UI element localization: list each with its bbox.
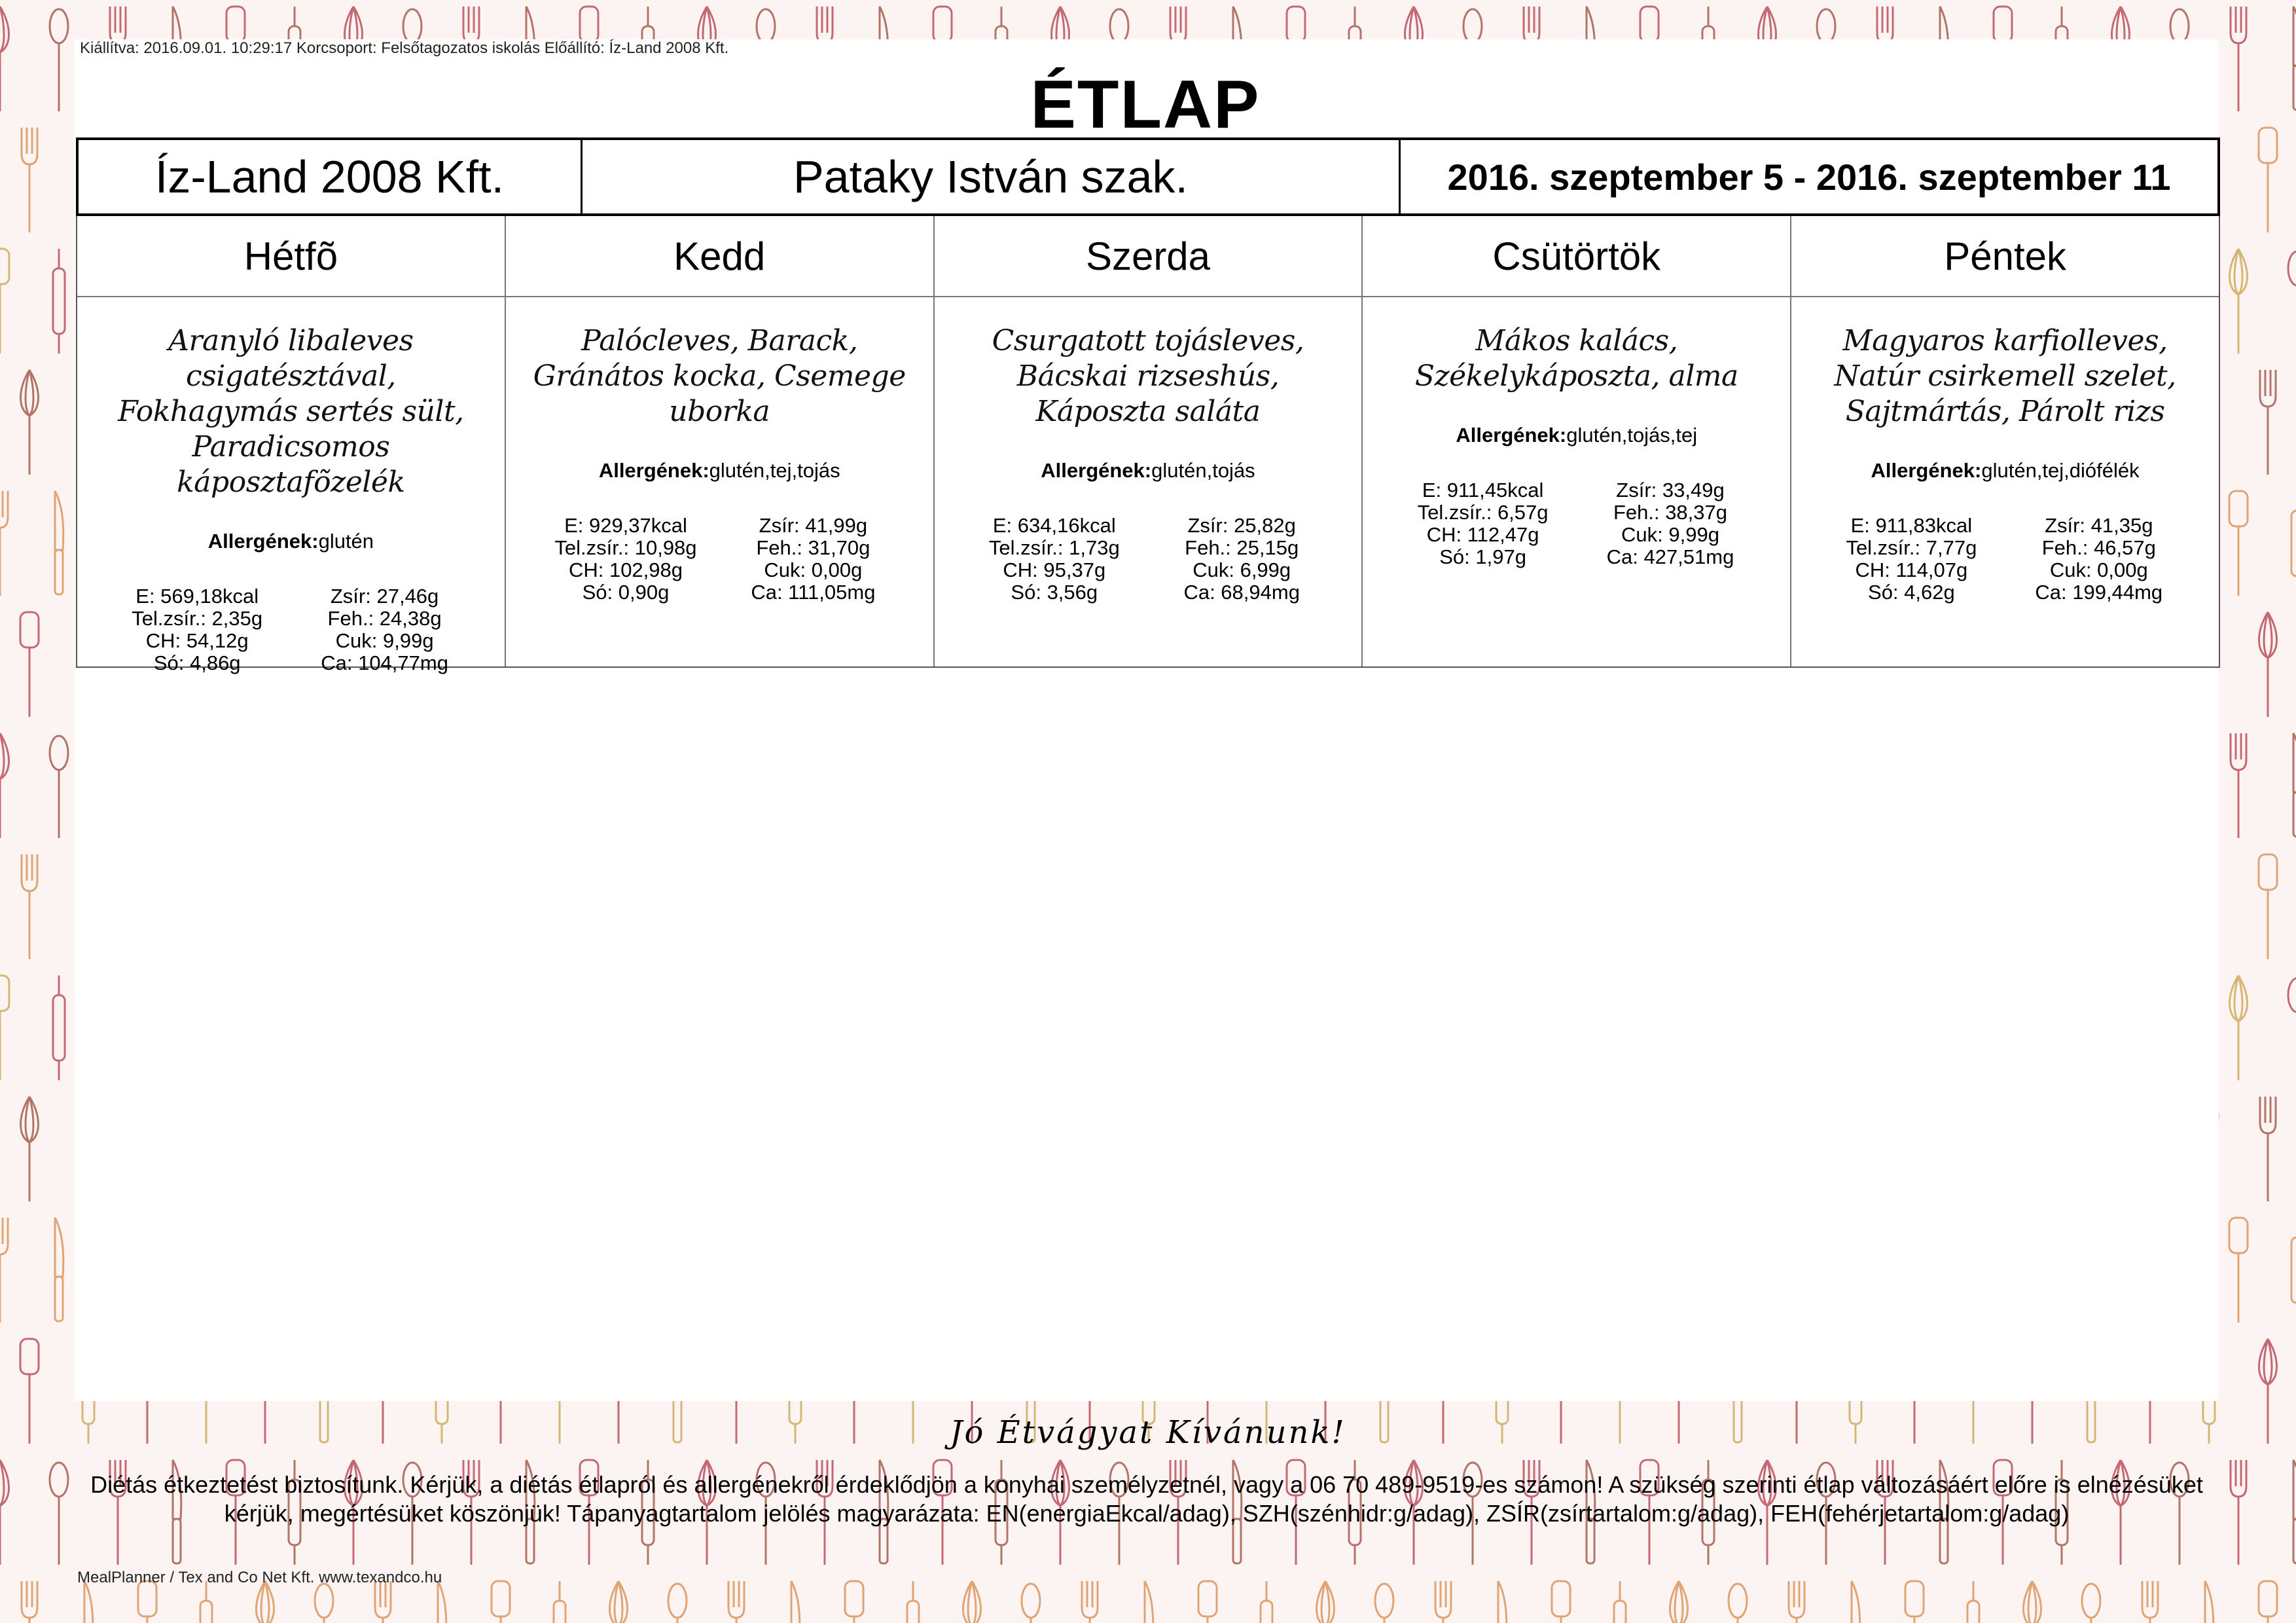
fork-icon: [22, 1581, 37, 1623]
fork-icon: [1789, 1581, 1804, 1623]
dish-description: Mákos kalács, Székelykáposzta, alma: [1414, 324, 1738, 393]
spatula-icon: [0, 249, 9, 354]
software-credit: MealPlanner / Tex and Co Net Kft. www.texandco.hu: [77, 1569, 442, 1586]
spoon-icon: [1375, 1584, 1393, 1623]
spatula-icon: [20, 612, 39, 717]
calcium: Ca: 111,05mg: [751, 581, 876, 604]
fork-icon: [22, 854, 37, 959]
spoon-icon: [50, 9, 68, 111]
fat: Zsír: 25,82g: [1187, 514, 1296, 537]
rollingpin-icon: [907, 1581, 919, 1623]
allergen-line: [1389, 423, 1764, 448]
spoon-icon: [50, 1463, 68, 1565]
school-name: Pataky István szak.: [583, 140, 1401, 213]
rollingpin-icon: [200, 1581, 212, 1623]
day-name: Péntek: [1791, 216, 2219, 297]
sugar: Cuk: 9,99g: [1621, 523, 1719, 546]
protein: Feh.: 24,38g: [327, 607, 442, 630]
spoon-icon: [1022, 1584, 1040, 1623]
nutrition-values: [103, 585, 478, 674]
allergen-label: Allergének:: [1871, 459, 1982, 482]
day-name: Hétfõ: [77, 216, 505, 297]
whisk-icon: [2024, 1581, 2041, 1623]
whisk-icon: [0, 1460, 9, 1565]
issue-info: Kiállítva: 2016.09.01. 10:29:17 Korcsoport: Felsőtagozatos iskolás Előállító: Íz-Land 2008 Kft.: [80, 39, 729, 57]
spatula-icon: [2229, 1218, 2248, 1322]
dish-description: Aranyló libaleves csigatésztával, Fokhagymás sertés sült, Paradicsomos káposztafõzelék: [118, 324, 464, 499]
rollingpin-icon: [1967, 1581, 1979, 1623]
fork-icon: [2260, 370, 2276, 475]
spatula-icon: [2259, 854, 2277, 959]
knife-icon: [438, 1581, 446, 1623]
knife-icon: [1498, 1581, 1507, 1623]
carbohydrate: CH: 114,07g: [1855, 558, 1968, 581]
whisk-icon: [1670, 1581, 1688, 1623]
knife-icon: [791, 1581, 800, 1623]
protein: Feh.: 46,57g: [2041, 536, 2156, 559]
salt: Só: 3,56g: [1011, 581, 1098, 604]
whisk-icon: [2259, 1339, 2277, 1444]
salt: Só: 4,62g: [1868, 581, 1955, 604]
nutrition-values: [1818, 515, 2193, 604]
day-column-thursday: [1363, 216, 1791, 666]
knife-icon: [2293, 1460, 2296, 1563]
energy: E: 929,37kcal: [564, 514, 687, 537]
fork-icon: [2142, 1581, 2158, 1623]
dish-description: Magyaros karfiolleves, Natúr csirkemell szelet, Sajtmártás, Párolt rizs: [1834, 324, 2176, 428]
day-column-tuesday: [506, 216, 935, 666]
nutrition-values: [532, 515, 907, 604]
salt: Só: 4,86g: [153, 651, 241, 674]
calcium: Ca: 104,77mg: [321, 651, 448, 674]
page-title: ÉTLAP: [1030, 67, 1261, 143]
nutrition-values: [1389, 479, 1764, 568]
carbohydrate: CH: 112,47g: [1426, 523, 1539, 546]
fork-icon: [1082, 1581, 1098, 1623]
whisk-icon: [0, 733, 9, 838]
knife-icon: [84, 1581, 93, 1623]
fork-icon: [2231, 7, 2246, 111]
sugar: Cuk: 9,99g: [335, 629, 434, 652]
rollingpin-icon: [53, 249, 65, 354]
knife-icon: [1852, 1581, 1860, 1623]
salt: Só: 0,90g: [582, 581, 670, 604]
diet-disclaimer: Diétás étkeztetést biztosítunk. Kérjük, a diétás étlapról és allergénekről érdeklődjön a konyhai személyzetnél, vagy a 06 70 489-9519-es számon! A szükség szerinti étlap változásáért előre is elnézésüket kérjük, megértésüket köszönjük! Tápanyagtartalom jelölés magyarázata: EN(energiaEkcal/adag), SZH(szénhidr:g/adag), ZSÍR(zsírtartalom:g/adag), FEH(fehérjetartalom:g/adag): [90, 1471, 2203, 1527]
allergen-list: glutén,tej,diófélék: [1981, 459, 2140, 482]
spoon-icon: [2288, 251, 2296, 354]
spoon-icon: [50, 736, 68, 838]
day-column-monday: [77, 216, 506, 674]
spatula-icon: [845, 1581, 863, 1623]
allergen-list: glutén,tej,tojás: [709, 459, 840, 482]
knife-icon: [2293, 733, 2296, 837]
rollingpin-icon: [554, 1581, 565, 1623]
whisk-icon: [21, 370, 39, 475]
rollingpin-icon: [53, 976, 65, 1080]
day-name: Szerda: [935, 216, 1362, 297]
rollingpin-icon: [2291, 1218, 2296, 1322]
sugar: Cuk: 0,00g: [764, 558, 863, 581]
whisk-icon: [610, 1581, 628, 1623]
calcium: Ca: 68,94mg: [1183, 581, 1300, 604]
whisk-icon: [963, 1581, 981, 1623]
fat: Zsír: 33,49g: [1616, 479, 1725, 501]
spoon-icon: [1729, 1584, 1747, 1623]
protein: Feh.: 31,70g: [756, 536, 870, 559]
whisk-icon: [2230, 976, 2248, 1080]
fat: Zsír: 41,35g: [2045, 514, 2153, 537]
fork-icon: [0, 491, 8, 596]
spatula-icon: [492, 1581, 510, 1623]
dish-description: Csurgatott tojásleves, Bácskai rizseshús, Káposzta saláta: [992, 324, 1304, 428]
day-name: Csütörtök: [1363, 216, 1790, 297]
protein: Feh.: 38,37g: [1613, 501, 1728, 524]
saturated-fat: Tel.zsír.: 2,35g: [132, 607, 263, 630]
allergen-label: Allergének:: [598, 459, 709, 482]
knife-icon: [1145, 1581, 1153, 1623]
rollingpin-icon: [1614, 1581, 1626, 1623]
allergen-label: Allergének:: [1041, 459, 1152, 482]
knife-icon: [2293, 7, 2296, 110]
company-name: Íz-Land 2008 Kft.: [79, 140, 583, 213]
saturated-fat: Tel.zsír.: 1,73g: [988, 536, 1120, 559]
whisk-icon: [2230, 249, 2248, 354]
spatula-icon: [138, 1581, 156, 1623]
allergen-label: Allergének:: [207, 530, 319, 553]
sugar: Cuk: 6,99g: [1193, 558, 1291, 581]
whisk-icon: [21, 1097, 39, 1201]
week-menu-table: [76, 216, 2220, 674]
spatula-icon: [1198, 1581, 1217, 1623]
spoon-icon: [2082, 1584, 2100, 1623]
salt: Só: 1,97g: [1439, 545, 1526, 568]
saturated-fat: Tel.zsír.: 6,57g: [1417, 501, 1549, 524]
fat: Zsír: 41,99g: [759, 514, 868, 537]
allergen-list: glutén,tojás,tej: [1566, 424, 1698, 447]
spatula-icon: [0, 976, 9, 1080]
date-range: 2016. szeptember 5 - 2016. szeptember 11: [1447, 156, 2171, 198]
fork-icon: [2231, 1460, 2246, 1565]
allergen-line: [1818, 458, 2193, 483]
day-column-wednesday: [935, 216, 1363, 666]
spatula-icon: [2259, 1581, 2277, 1623]
allergen-line: [532, 458, 907, 483]
allergen-list: glutén,tojás: [1151, 459, 1255, 482]
fork-icon: [2231, 733, 2246, 838]
energy: E: 634,16kcal: [992, 514, 1116, 537]
fat: Zsír: 27,46g: [330, 585, 439, 608]
whisk-icon: [1317, 1581, 1335, 1623]
spatula-icon: [2229, 491, 2248, 596]
saturated-fat: Tel.zsír.: 7,77g: [1846, 536, 1977, 559]
spatula-icon: [1905, 1581, 1924, 1623]
spoon-icon: [668, 1584, 687, 1623]
dish-description: Palócleves, Barack, Gránátos kocka, Csemege uborka: [533, 324, 906, 428]
day-column-friday: [1791, 216, 2219, 666]
fork-icon: [22, 128, 37, 232]
saturated-fat: Tel.zsír.: 10,98g: [554, 536, 697, 559]
carbohydrate: CH: 102,98g: [568, 558, 683, 581]
rollingpin-icon: [1261, 1581, 1272, 1623]
fork-icon: [728, 1581, 744, 1623]
whisk-icon: [0, 7, 9, 111]
knife-icon: [2205, 1581, 2214, 1623]
energy: E: 911,45kcal: [1422, 479, 1544, 501]
spatula-icon: [2259, 128, 2277, 232]
spatula-icon: [1552, 1581, 1570, 1623]
allergen-label: Allergének:: [1456, 424, 1567, 447]
allergen-line: [103, 529, 478, 554]
allergen-line: [961, 458, 1336, 483]
protein: Feh.: 25,15g: [1185, 536, 1299, 559]
fork-icon: [2260, 1097, 2276, 1201]
fork-icon: [1435, 1581, 1451, 1623]
spoon-icon: [315, 1584, 333, 1623]
carbohydrate: CH: 95,37g: [1003, 558, 1106, 581]
rollingpin-icon: [2291, 491, 2296, 596]
nutrition-values: [961, 515, 1336, 604]
day-name: Kedd: [506, 216, 933, 297]
spatula-icon: [20, 1339, 39, 1444]
knife-icon: [55, 1218, 63, 1321]
sugar: Cuk: 0,00g: [2049, 558, 2148, 581]
greeting: Jó Étvágyat Kívánunk!: [950, 1414, 1346, 1451]
energy: E: 911,83kcal: [1850, 514, 1973, 537]
calcium: Ca: 427,51mg: [1606, 545, 1734, 568]
whisk-icon: [2259, 612, 2277, 717]
fork-icon: [375, 1581, 391, 1623]
energy: E: 569,18kcal: [135, 585, 259, 608]
menu-header: [76, 137, 2220, 216]
allergen-list: glutén: [318, 530, 374, 553]
fork-icon: [0, 1218, 8, 1322]
carbohydrate: CH: 54,12g: [145, 629, 249, 652]
whisk-icon: [257, 1581, 274, 1623]
spoon-icon: [2288, 978, 2296, 1080]
calcium: Ca: 199,44mg: [2035, 581, 2163, 604]
knife-icon: [55, 491, 63, 594]
